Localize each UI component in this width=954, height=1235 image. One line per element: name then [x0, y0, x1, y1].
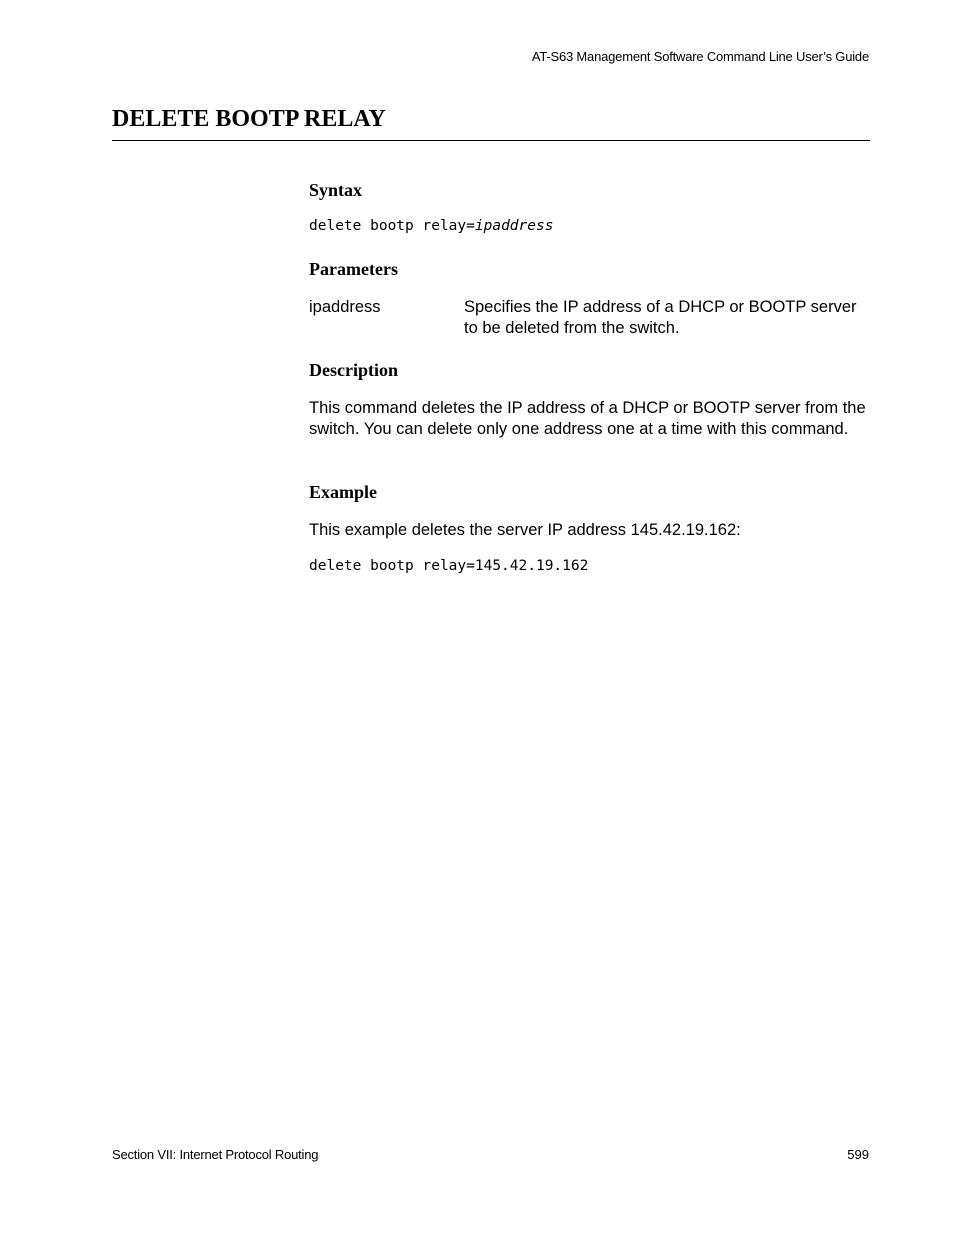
syntax-command-param: ipaddress	[474, 218, 554, 234]
syntax-heading: Syntax	[309, 180, 363, 200]
example-command: delete bootp relay=145.42.19.162	[309, 558, 589, 574]
description-heading: Description	[309, 360, 398, 380]
example-heading: Example	[309, 482, 378, 502]
example-text: This example deletes the server IP address 145.42.19.162:	[309, 521, 741, 539]
parameters-heading: Parameters	[309, 259, 398, 279]
running-header: AT-S63 Management Software Command Line User’s Guide	[531, 49, 869, 64]
parameter-description: Specifies the IP address of a DHCP or BOOTP server to be deleted from the switch.	[464, 298, 857, 337]
page-title: DELETE BOOTP RELAY	[112, 106, 386, 132]
parameter-name: ipaddress	[309, 298, 381, 316]
syntax-command	[309, 218, 871, 234]
title-divider	[112, 140, 870, 141]
description-text: This command deletes the IP address of a DHCP or BOOTP server from the switch. You can delete only one address one at a time with this command.	[309, 399, 866, 438]
page-number: 599	[847, 1147, 869, 1162]
footer-section: Section VII: Internet Protocol Routing	[112, 1147, 319, 1162]
syntax-command-prefix: delete bootp relay=	[309, 218, 475, 234]
